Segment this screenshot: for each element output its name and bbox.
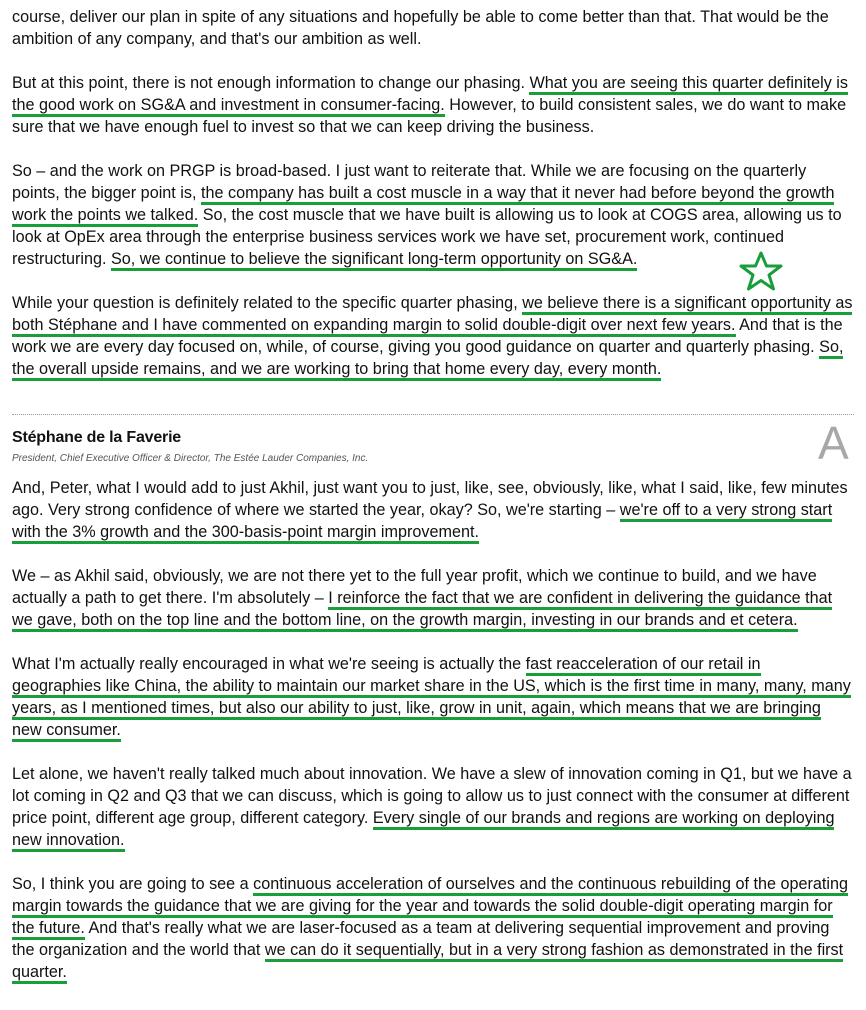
- highlighted-text: the company has built a cost muscle in a way that it never had before beyond the growth work the points we talked.: [12, 184, 834, 227]
- paragraph: Let alone, we haven't really talked much about innovation. We have a slew of innovation coming in Q1, but we have a lot coming in Q2 and Q3 that we can discuss, which is going to allow us to just connect with the consumer at different price point, different age group, different category. Every single of our brands and regions are working on deploying new innovation.: [12, 763, 854, 851]
- answer-marker: A: [818, 417, 849, 469]
- highlighted-text: we're off to a very strong start with the 3% growth and the 300-basis-point margin improvement.: [12, 501, 832, 544]
- paragraph: But at this point, there is not enough information to change our phasing. What you are seeing this quarter definitely is the good work on SG&A and investment in consumer-facing. However, to build consistent sales, we do want to make sure that we have enough fuel to invest so that we can keep driving the business.: [12, 74, 848, 136]
- transcript-block-continued: [12, 6, 854, 380]
- highlighted-text: I reinforce the fact that we are confident in delivering the guidance that we gave, both on the top line and the bottom line, on the growth margin, investing in our brands and et cetera.: [12, 589, 832, 632]
- highlighted-text: we believe there is a significant opportunity as both Stéphane and I have commented on expanding margin to solid double-digit over next few years.: [12, 294, 852, 337]
- highlighted-text: fast reacceleration of our retail in geographies like China, the ability to maintain our market share in the US, which is the first time in many, many, many years, as I mentioned times, but also our ability to just, like, grow in unit, again, which means that we are bringing new consumer.: [12, 655, 851, 742]
- star-icon: [736, 250, 786, 292]
- paragraph: So, I think you are going to see a continuous acceleration of ourselves and the continuous rebuilding of the operating margin towards the guidance that we are giving for the year and towards the solid double-digit operating margin for the future. And that's really what we are laser-focused as a team at delivering sequential improvement and proving the organization and the world that we can do it sequentially, but in a very strong fashion as demonstrated in the first quarter.: [12, 873, 854, 983]
- transcript-block-answer: [12, 477, 854, 983]
- paragraph: course, deliver our plan in spite of any situations and hopefully be able to come better than that. That would be the ambition of any company, and that's our ambition as well.: [12, 8, 829, 48]
- section-divider: [12, 414, 854, 415]
- speaker-name: Stéphane de la Faverie: [12, 429, 182, 446]
- highlighted-text: What you are seeing this quarter definitely is the good work on SG&A and investment in consumer-facing.: [12, 74, 848, 117]
- highlighted-text: we can do it sequentially, but in a very strong fashion as demonstrated in the first quarter.: [12, 941, 843, 984]
- paragraph: And, Peter, what I would add to just Akhil, just want you to just, like, see, obviously, like, what I said, like, few minutes ago. Very strong confidence of where we started the year, okay? So, we're starting – we're off to a very strong start with the 3% growth and the 300-basis-point margin improvement.: [12, 477, 854, 543]
- paragraph: While your question is definitely related to the specific quarter phasing, we believe there is a significant opportunity as both Stéphane and I have commented on expanding margin to solid double-digit over next few years. And that is the work we are every day focused on, while, of course, giving you good guidance on quarter and quarterly phasing. So, the overall upside remains, and we are working to bring that home every day, every month.: [12, 292, 854, 380]
- highlighted-text: continuous acceleration of ourselves and the continuous rebuilding of the operating margin towards the guidance that we are giving for the year and towards the solid double-digit operating margin for the future.: [12, 875, 848, 940]
- speaker-title: President, Chief Executive Officer & Director, The Estée Lauder Companies, Inc.: [12, 453, 369, 464]
- highlighted-text: So, we continue to believe the significant long-term opportunity on SG&A.: [111, 250, 637, 271]
- paragraph: So – and the work on PRGP is broad-based. I just want to reiterate that. While we are focusing on the quarterly points, the bigger point is, the company has built a cost muscle in a way that it never had before beyond the growth work the points we talked. So, the cost muscle that we have built is allowing us to look at COGS area, allowing us to look at OpEx area through the enterprise business services work we have set, procurement work, continued restructuring. So, we continue to believe the significant long-term opportunity on SG&A.: [12, 160, 854, 270]
- paragraph: What I'm actually really encouraged in what we're seeing is actually the fast reacceleration of our retail in geographies like China, the ability to maintain our market share in the US, which is the first time in many, many, many years, as I mentioned times, but also our ability to just, like, grow in unit, again, which means that we are bringing new consumer.: [12, 653, 854, 741]
- highlighted-text: So, the overall upside remains, and we are working to bring that home every day, every month.: [12, 338, 843, 381]
- highlighted-text: Every single of our brands and regions are working on deploying new innovation.: [12, 809, 834, 852]
- paragraph: We – as Akhil said, obviously, we are not there yet to the full year profit, which we continue to build, and we have actually a path to get there. I'm absolutely – I reinforce the fact that we are confident in delivering the guidance that we gave, both on the top line and the bottom line, on the growth margin, investing in our brands and et cetera.: [12, 565, 854, 631]
